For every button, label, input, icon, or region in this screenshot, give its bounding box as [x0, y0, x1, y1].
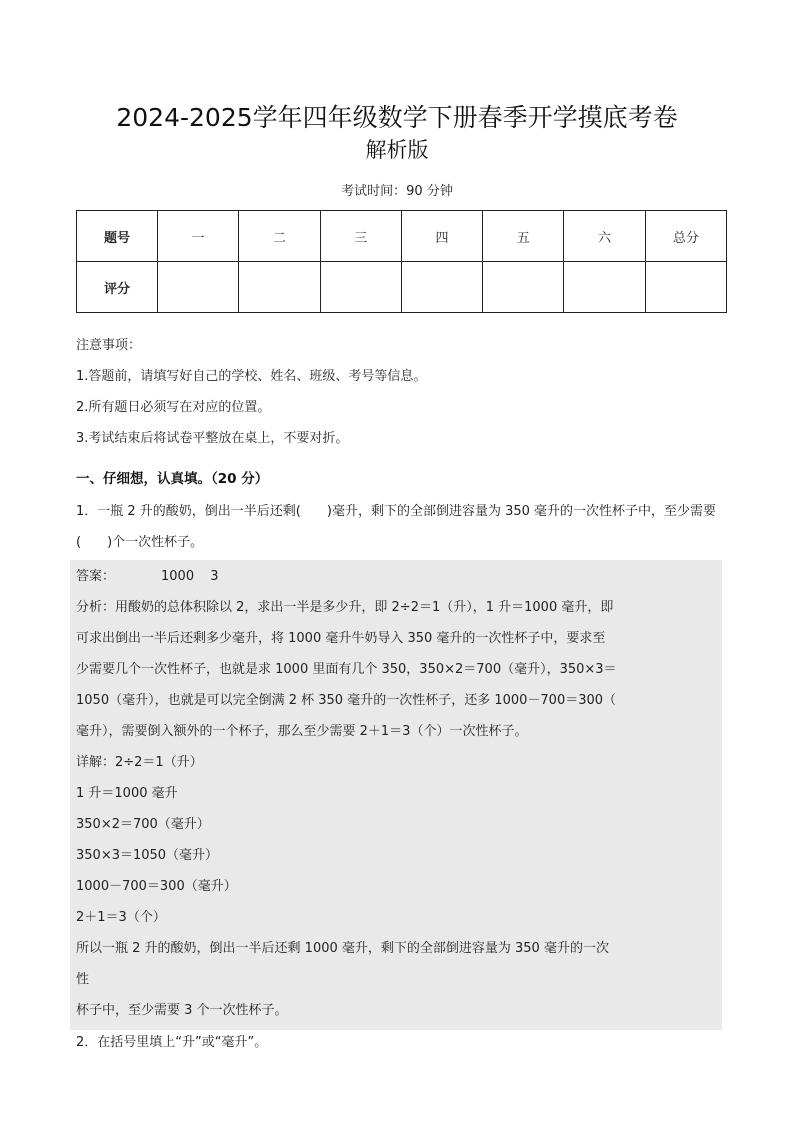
- analysis-line: 少需要几个一次性杯子，也就是求 1000 里面有几个 350，350×2＝700（毫升），350×3＝: [76, 662, 617, 677]
- header-cell-3: 三: [320, 211, 401, 262]
- detail-line: 1 升＝1000 毫升: [76, 786, 178, 801]
- section-heading: 一、仔细想，认真填。（20 分）: [76, 471, 269, 487]
- question-2: 2．在括号里填上“升”或“毫升”。: [76, 1035, 268, 1050]
- analysis-line: 1050（毫升），也就是可以完全倒满 2 杯 350 毫升的一次性杯子，还多 1000－700＝300（: [76, 693, 617, 708]
- detail-line: 350×2＝700（毫升）: [76, 817, 210, 832]
- score-table-score-row: [77, 262, 727, 313]
- header-cell-6: 六: [564, 211, 645, 262]
- detail-line: 详解：2÷2＝1（升）: [76, 755, 203, 770]
- header-cell-question-number: 题号: [77, 211, 158, 262]
- header-cell-total: 总分: [645, 211, 726, 262]
- analysis-line: 毫升），需要倒入额外的一个杯子，那么至少需要 2＋1＝3（个）一次性杯子。: [76, 724, 528, 739]
- answer-content: [76, 561, 722, 1026]
- score-table: [76, 210, 727, 313]
- detail-line: 杯子中，至少需要 3 个一次性杯子。: [76, 1003, 288, 1018]
- note-item: 2.所有题日必须写在对应的位置。: [76, 400, 271, 415]
- score-table-header-row: [77, 211, 727, 262]
- page-subtitle: 解析版: [365, 138, 429, 162]
- answer-values: 1000 3: [161, 569, 219, 584]
- analysis-line: 可求出倒出一半后还剩多少毫升，将 1000 毫升牛奶导入 350 毫升的一次性杯子中，要求至: [76, 631, 606, 646]
- score-cell: [645, 262, 726, 313]
- answer-label: 答案：: [76, 569, 116, 584]
- note-item: 1.答题前，请填写好自己的学校、姓名、班级、考号等信息。: [76, 369, 427, 384]
- score-cell: [401, 262, 482, 313]
- page-title: 2024-2025学年四年级数学下册春季开学摸底考卷: [116, 103, 678, 132]
- question-1: 1．一瓶 2 升的酸奶，倒出一半后还剩( )毫升，剩下的全部倒进容量为 350 毫升的一次性杯子中，至少需要( )个一次性杯子。: [76, 504, 717, 550]
- exam-time: 考试时间：90 分钟: [341, 184, 453, 199]
- detail-line: 所以一瓶 2 升的酸奶，倒出一半后还剩 1000 毫升，剩下的全部倒进容量为 350 毫升的一次: [76, 941, 609, 956]
- analysis-line: 分析：用酸奶的总体积除以 2，求出一半是多少升，即 2÷2＝1（升），1 升＝1000 毫升，即: [76, 600, 614, 615]
- score-cell: [239, 262, 320, 313]
- header-cell-4: 四: [401, 211, 482, 262]
- score-cell: [483, 262, 564, 313]
- note-item: 3.考试结束后将试卷平整放在桌上，不要对折。: [76, 431, 349, 446]
- answer-line: [76, 561, 722, 592]
- score-cell: [564, 262, 645, 313]
- header-cell-5: 五: [483, 211, 564, 262]
- score-row-label: 评分: [77, 262, 158, 313]
- detail-line: 1000－700＝300（毫升）: [76, 879, 237, 894]
- notes-section: [76, 330, 736, 454]
- detail-line: 350×3＝1050（毫升）: [76, 848, 219, 863]
- detail-line: 2＋1＝3（个）: [76, 910, 166, 925]
- score-cell: [158, 262, 239, 313]
- notes-heading: 注意事项：: [76, 338, 142, 353]
- header-cell-2: 二: [239, 211, 320, 262]
- header-cell-1: 一: [158, 211, 239, 262]
- detail-line: 性: [76, 972, 90, 987]
- score-cell: [320, 262, 401, 313]
